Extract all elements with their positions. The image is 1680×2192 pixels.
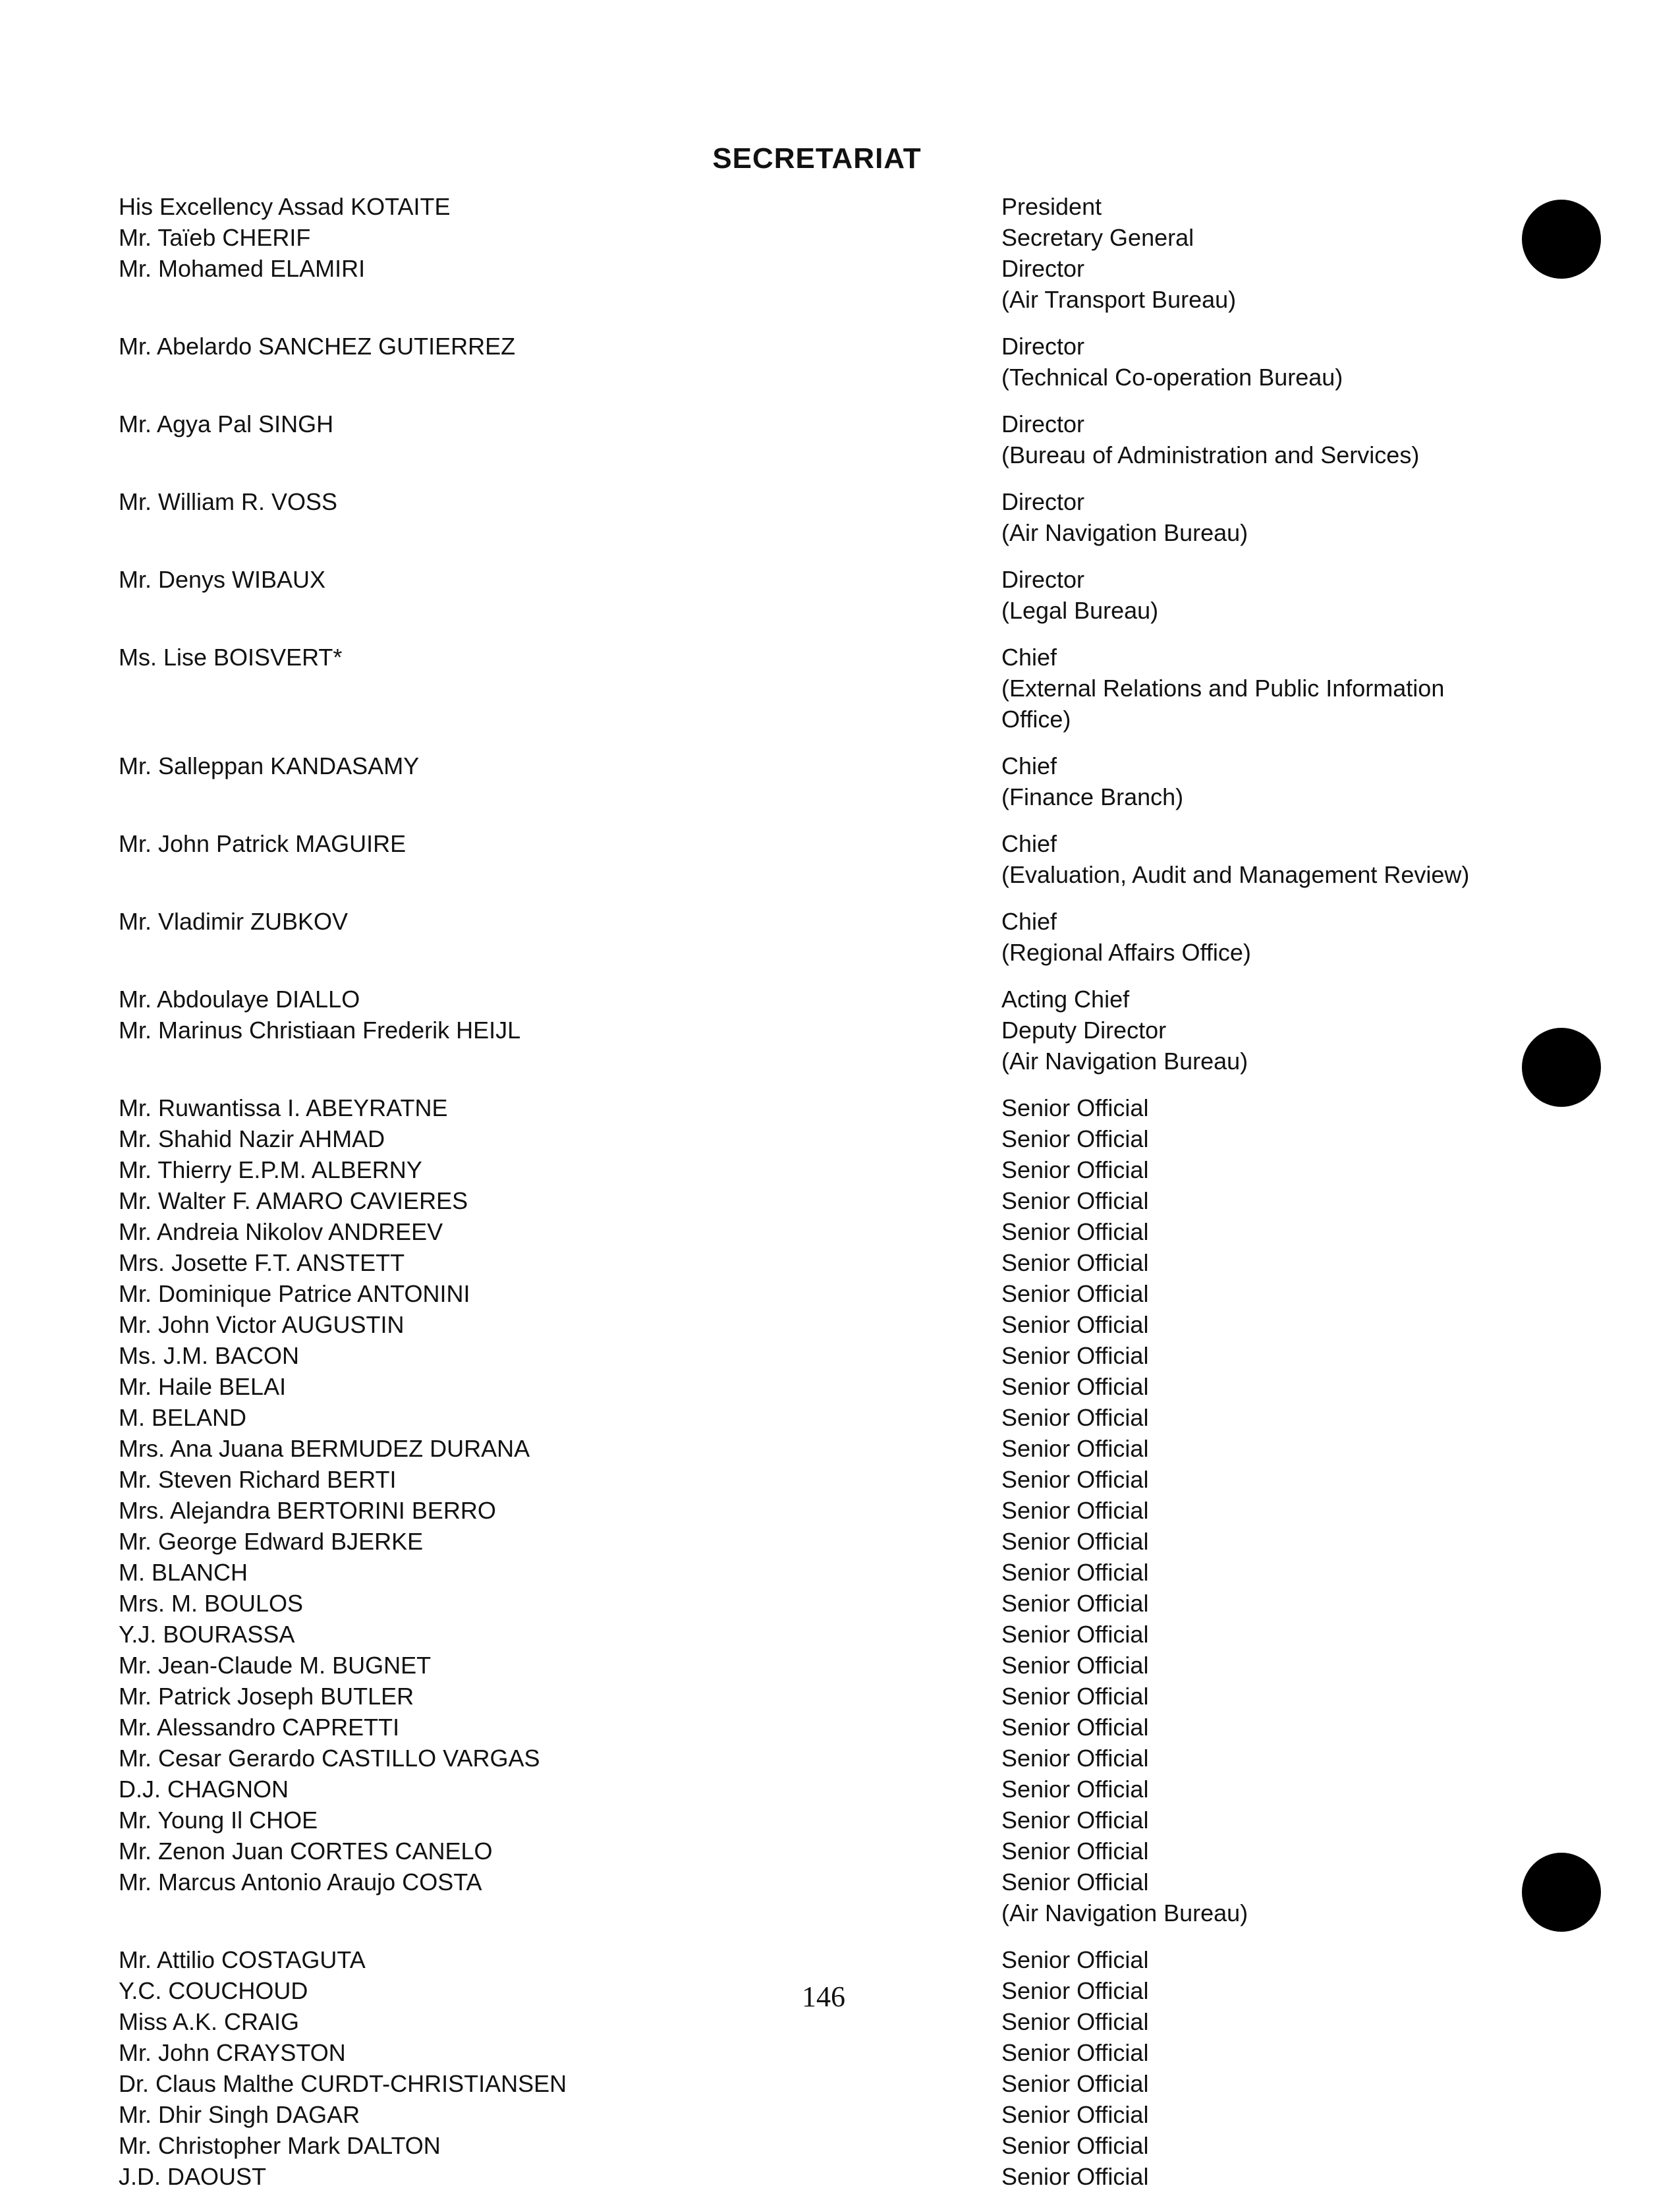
list-item [119, 191, 1542, 222]
title-line: Senior Official [1001, 1745, 1149, 1772]
person-name: Mrs. Ana Juana BERMUDEZ DURANA [119, 1435, 530, 1462]
title-line: (Evaluation, Audit and Management Review) [1001, 861, 1470, 888]
person-title [1001, 1619, 1542, 1650]
person-name: Mr. Andreia Nikolov ANDREEV [119, 1218, 443, 1245]
title-line: Senior Official [1001, 1528, 1149, 1555]
title-line: Senior Official [1001, 2070, 1149, 2097]
list-item [119, 1836, 1542, 1867]
list-item [119, 1526, 1542, 1557]
person-title [1001, 1464, 1542, 1495]
person-name: Mr. Ruwantissa I. ABEYRATNE [119, 1094, 448, 1121]
person-name: Mr. John CRAYSTON [119, 2039, 346, 2066]
person-title [1001, 1216, 1542, 1247]
person-name: Miss A.K. CRAIG [119, 2008, 300, 2035]
person-title [1001, 222, 1542, 253]
person-name: Y.C. COUCHOUD [119, 1977, 308, 2004]
person-title [1001, 1433, 1542, 1464]
list-item [119, 750, 1542, 812]
person-name: Mr. Salleppan KANDASAMY [119, 752, 420, 779]
list-item [119, 828, 1542, 890]
person-title [1001, 1185, 1542, 1216]
list-item [119, 564, 1542, 626]
person-name: Mr. Taïeb CHERIF [119, 224, 311, 251]
person-title [1001, 2130, 1542, 2161]
title-line: Senior Official [1001, 1404, 1149, 1431]
person-name: Mr. Abdoulaye DIALLO [119, 986, 360, 1013]
title-line: Office) [1001, 706, 1071, 733]
person-name: Dr. Claus Malthe CURDT-CHRISTIANSEN [119, 2070, 567, 2097]
person-title [1001, 2161, 1542, 2192]
person-name: Mr. Cesar Gerardo CASTILLO VARGAS [119, 1745, 540, 1772]
person-title [1001, 1340, 1542, 1371]
person-name: Mr. Walter F. AMARO CAVIERES [119, 1187, 468, 1214]
person-title [1001, 564, 1542, 626]
title-line: Senior Official [1001, 1249, 1149, 1276]
person-title [1001, 1278, 1542, 1309]
person-title [1001, 1588, 1542, 1619]
person-title [1001, 1247, 1542, 1278]
person-name: Mrs. Josette F.T. ANSTETT [119, 1249, 405, 1276]
list-item [119, 1464, 1542, 1495]
title-line: Senior Official [1001, 1869, 1149, 1896]
list-item [119, 1371, 1542, 1402]
title-line: (Technical Co-operation Bureau) [1001, 364, 1343, 391]
person-title [1001, 1975, 1542, 2006]
title-line: Senior Official [1001, 1807, 1149, 1834]
person-name: Mr. Mohamed ELAMIRI [119, 255, 366, 282]
list-item [119, 1944, 1542, 1975]
person-name: Mr. Shahid Nazir AHMAD [119, 1125, 385, 1152]
list-item [119, 1185, 1542, 1216]
title-line: (Air Navigation Bureau) [1001, 1899, 1248, 1926]
list-item [119, 331, 1542, 393]
person-title [1001, 1309, 1542, 1340]
person-name: Mrs. M. BOULOS [119, 1590, 304, 1617]
person-name: Mr. Alessandro CAPRETTI [119, 1714, 400, 1741]
person-title [1001, 253, 1542, 315]
punch-hole-icon [1522, 1853, 1601, 1932]
title-line: Senior Official [1001, 1373, 1149, 1400]
person-title [1001, 1836, 1542, 1867]
person-title [1001, 2006, 1542, 2037]
title-line: Senior Official [1001, 1497, 1149, 1524]
person-name: Mr. John Victor AUGUSTIN [119, 1311, 405, 1338]
title-line: (Air Navigation Bureau) [1001, 519, 1248, 546]
person-name: M. BELAND [119, 1404, 247, 1431]
title-line: Director [1001, 333, 1085, 360]
title-line: Senior Official [1001, 2163, 1149, 2190]
title-line: Deputy Director [1001, 1017, 1167, 1044]
title-line: Secretary General [1001, 224, 1194, 251]
list-item [119, 1216, 1542, 1247]
title-line: (External Relations and Public Information [1001, 675, 1445, 702]
person-title [1001, 750, 1542, 812]
list-item [119, 253, 1542, 315]
title-line: Chief [1001, 644, 1057, 671]
person-title [1001, 1123, 1542, 1154]
title-line: Director [1001, 488, 1085, 515]
person-title [1001, 1743, 1542, 1774]
title-line: Senior Official [1001, 1559, 1149, 1586]
person-title [1001, 2099, 1542, 2130]
person-title [1001, 984, 1542, 1015]
secretariat-list [119, 191, 1542, 2192]
title-line: Senior Official [1001, 1946, 1149, 1973]
person-name: Mr. Christopher Mark DALTON [119, 2132, 441, 2159]
person-name: Mr. Dominique Patrice ANTONINI [119, 1280, 470, 1307]
person-title [1001, 1650, 1542, 1681]
person-title [1001, 1526, 1542, 1557]
person-title [1001, 1371, 1542, 1402]
title-line: Senior Official [1001, 1652, 1149, 1679]
person-name: D.J. CHAGNON [119, 1776, 289, 1803]
list-item [119, 1495, 1542, 1526]
person-title [1001, 828, 1542, 890]
list-item [119, 486, 1542, 548]
list-item [119, 984, 1542, 1015]
list-item [119, 222, 1542, 253]
list-item [119, 906, 1542, 968]
title-line: Chief [1001, 830, 1057, 857]
person-name: Mr. Steven Richard BERTI [119, 1466, 397, 1493]
person-title [1001, 1805, 1542, 1836]
person-title [1001, 1557, 1542, 1588]
person-title [1001, 1154, 1542, 1185]
person-name: Mr. Jean-Claude M. BUGNET [119, 1652, 432, 1679]
person-name: Mrs. Alejandra BERTORINI BERRO [119, 1497, 496, 1524]
title-line: President [1001, 193, 1102, 220]
title-line: (Air Navigation Bureau) [1001, 1048, 1248, 1075]
person-name: Mr. Agya Pal SINGH [119, 410, 334, 437]
title-line: Senior Official [1001, 1094, 1149, 1121]
list-item [119, 642, 1542, 735]
title-line: Senior Official [1001, 1466, 1149, 1493]
person-name: Mr. Vladimir ZUBKOV [119, 908, 349, 935]
person-name: Mr. Patrick Joseph BUTLER [119, 1683, 414, 1710]
title-line: Senior Official [1001, 1342, 1149, 1369]
person-title [1001, 191, 1542, 222]
title-line: Senior Official [1001, 1280, 1149, 1307]
title-line: (Legal Bureau) [1001, 597, 1159, 624]
person-name: Mr. William R. VOSS [119, 488, 338, 515]
list-item [119, 1154, 1542, 1185]
person-title [1001, 408, 1542, 470]
title-line: Senior Official [1001, 2132, 1149, 2159]
title-line: (Regional Affairs Office) [1001, 939, 1251, 966]
title-line: Senior Official [1001, 2008, 1149, 2035]
title-line: Senior Official [1001, 1714, 1149, 1741]
person-name: Mr. Attilio COSTAGUTA [119, 1946, 366, 1973]
person-name: J.D. DAOUST [119, 2163, 267, 2190]
title-line: Senior Official [1001, 2101, 1149, 2128]
title-line: Senior Official [1001, 1776, 1149, 1803]
list-item [119, 1681, 1542, 1712]
person-name: Mr. Haile BELAI [119, 1373, 287, 1400]
list-item [119, 2037, 1542, 2068]
title-line: Director [1001, 566, 1085, 593]
title-line: Director [1001, 410, 1085, 437]
person-title [1001, 2037, 1542, 2068]
title-line: Senior Official [1001, 1187, 1149, 1214]
title-line: Senior Official [1001, 1435, 1149, 1462]
person-title [1001, 1015, 1542, 1077]
person-name: His Excellency Assad KOTAITE [119, 193, 451, 220]
title-line: Chief [1001, 752, 1057, 779]
person-title [1001, 331, 1542, 393]
title-line: Director [1001, 255, 1085, 282]
list-item [119, 1309, 1542, 1340]
person-title [1001, 1944, 1542, 1975]
title-line: Chief [1001, 908, 1057, 935]
person-title [1001, 906, 1542, 968]
person-name: Mr. Denys WIBAUX [119, 566, 326, 593]
person-title [1001, 1867, 1542, 1928]
list-item [119, 1867, 1542, 1928]
list-item [119, 2068, 1542, 2099]
person-title [1001, 1092, 1542, 1123]
list-item [119, 1123, 1542, 1154]
list-item [119, 1433, 1542, 1464]
title-line: (Bureau of Administration and Services) [1001, 441, 1420, 468]
person-name: M. BLANCH [119, 1559, 248, 1586]
list-item [119, 1092, 1542, 1123]
title-line: Senior Official [1001, 1683, 1149, 1710]
person-title [1001, 642, 1542, 735]
title-line: Senior Official [1001, 1590, 1149, 1617]
list-item [119, 1557, 1542, 1588]
person-name: Ms. J.M. BACON [119, 1342, 300, 1369]
person-name: Mr. Zenon Juan CORTES CANELO [119, 1838, 493, 1865]
list-item [119, 1340, 1542, 1371]
list-item [119, 408, 1542, 470]
person-title [1001, 1495, 1542, 1526]
person-title [1001, 2068, 1542, 2099]
list-item [119, 1774, 1542, 1805]
page-heading: SECRETARIAT [712, 142, 922, 175]
punch-hole-icon [1522, 1028, 1601, 1107]
list-item [119, 2099, 1542, 2130]
punch-hole-icon [1522, 200, 1601, 279]
person-title [1001, 486, 1542, 548]
list-item [119, 1743, 1542, 1774]
title-line: Senior Official [1001, 1311, 1149, 1338]
person-name: Mr. Marinus Christiaan Frederik HEIJL [119, 1017, 521, 1044]
list-item [119, 2130, 1542, 2161]
person-name: Mr. George Edward BJERKE [119, 1528, 424, 1555]
title-line: Acting Chief [1001, 986, 1130, 1013]
person-name: Mr. Thierry E.P.M. ALBERNY [119, 1156, 422, 1183]
title-line: Senior Official [1001, 1838, 1149, 1865]
list-item [119, 1712, 1542, 1743]
title-line: Senior Official [1001, 1218, 1149, 1245]
title-line: (Finance Branch) [1001, 783, 1184, 810]
title-line: Senior Official [1001, 1621, 1149, 1648]
list-item [119, 1619, 1542, 1650]
page-number: 146 [802, 1981, 845, 2013]
title-line: (Air Transport Bureau) [1001, 286, 1237, 313]
title-line: Senior Official [1001, 1156, 1149, 1183]
title-line: Senior Official [1001, 2039, 1149, 2066]
list-item [119, 1402, 1542, 1433]
person-title [1001, 1712, 1542, 1743]
person-name: Mr. John Patrick MAGUIRE [119, 830, 406, 857]
person-title [1001, 1402, 1542, 1433]
person-title [1001, 1681, 1542, 1712]
person-name: Mr. Abelardo SANCHEZ GUTIERREZ [119, 333, 516, 360]
title-line: Senior Official [1001, 1125, 1149, 1152]
person-name: Y.J. BOURASSA [119, 1621, 295, 1648]
list-item [119, 1650, 1542, 1681]
person-name: Ms. Lise BOISVERT* [119, 644, 343, 671]
list-item [119, 2161, 1542, 2192]
list-item [119, 1805, 1542, 1836]
list-item [119, 1278, 1542, 1309]
person-title [1001, 1774, 1542, 1805]
person-name: Mr. Dhir Singh DAGAR [119, 2101, 360, 2128]
person-name: Mr. Young Il CHOE [119, 1807, 318, 1834]
list-item [119, 1588, 1542, 1619]
title-line: Senior Official [1001, 1977, 1149, 2004]
list-item [119, 1015, 1542, 1077]
list-item [119, 1247, 1542, 1278]
person-name: Mr. Marcus Antonio Araujo COSTA [119, 1869, 482, 1896]
